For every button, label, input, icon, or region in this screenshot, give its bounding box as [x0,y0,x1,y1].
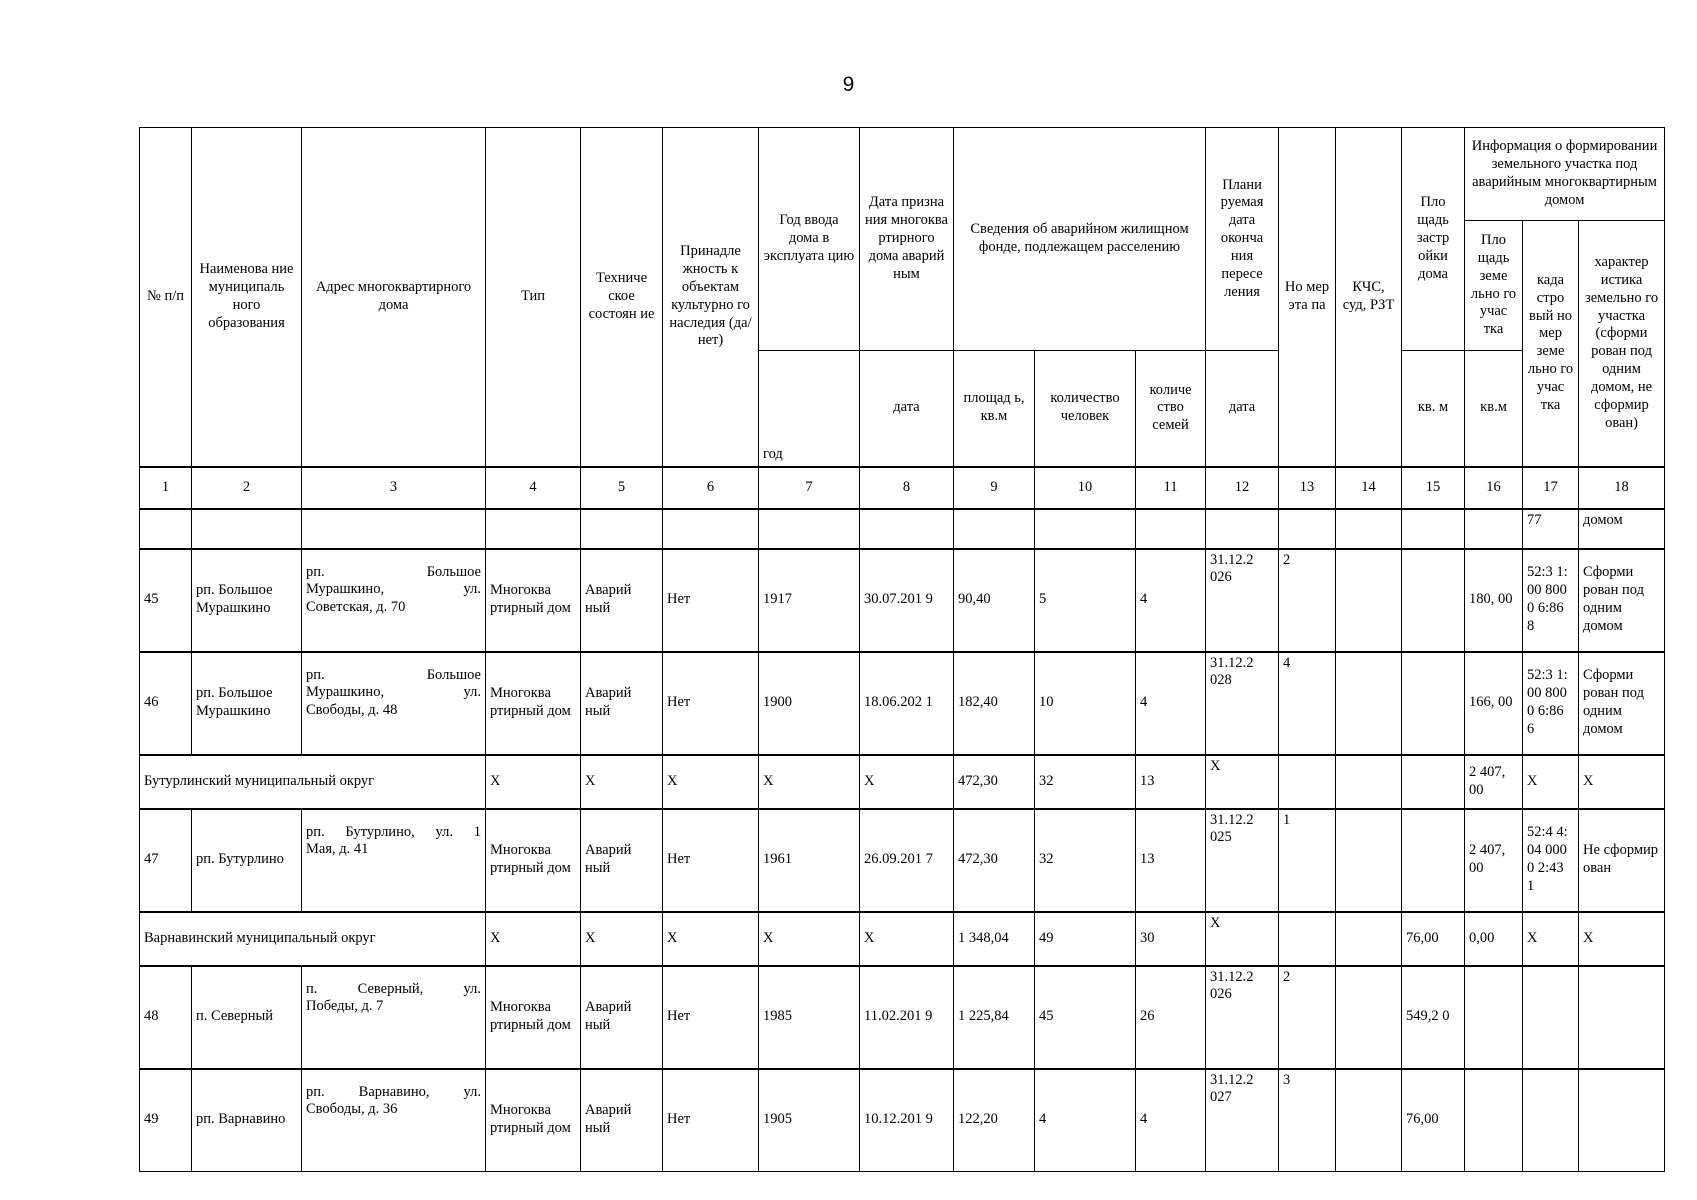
cadastral-cell [1523,1069,1579,1172]
column-number: 16 [1465,467,1523,509]
house-row [140,809,1665,912]
address-line [306,581,481,599]
address-line: Советская, д. 70 [306,599,406,616]
address-cell [302,1069,486,1172]
land-area-cell: 180, 00 [1465,549,1523,652]
header-stage: Но мер эта па [1279,128,1336,467]
address-word: ул. [463,684,481,701]
continuation-row [140,509,1665,549]
row-number-cell: 47 [140,809,192,912]
heritage-cell: Нет [663,966,759,1069]
tech-state-cell: Аварий ный [581,652,663,755]
subheader-building-area: кв. м [1402,351,1465,467]
kchs-cell [1336,912,1402,966]
planned-date-cell: X [1206,912,1279,966]
address-word: рп. [306,666,325,683]
type-cell: X [486,755,581,809]
header-kchs: КЧС, суд, РЗТ [1336,128,1402,467]
district-total-row [140,755,1665,809]
people-cell: 45 [1035,966,1136,1069]
tech-state-cell: Аварий ный [581,549,663,652]
address-word: Большое [426,563,481,580]
type-cell: X [486,912,581,966]
cadastral-cell: 52:3 1:00 8000 6:86 8 [1523,549,1579,652]
people-cell: 32 [1035,755,1136,809]
people-cell: 10 [1035,652,1136,755]
land-area-cell: 2 407, 00 [1465,809,1523,912]
address-word: ул. [463,581,481,598]
column-number: 10 [1035,467,1136,509]
stage-cell [1279,912,1336,966]
families-cell: 4 [1136,549,1206,652]
column-number: 17 [1523,467,1579,509]
year-cell: 1961 [759,809,860,912]
house-row [140,652,1665,755]
cadastral-cell: 52:3 1:00 8000 6:86 6 [1523,652,1579,755]
kchs-cell [1336,755,1402,809]
district-total-row [140,912,1665,966]
land-area-cell: 0,00 [1465,912,1523,966]
header-num: № п/п [140,128,192,467]
column-numbers-row [140,467,1665,509]
address-line: Свободы, д. 36 [306,1101,398,1118]
land-char-cell: Не сформир ован [1579,809,1665,912]
type-cell: Многоква ртирный дом [486,809,581,912]
column-number: 2 [192,467,302,509]
house-row [140,549,1665,652]
families-cell: 4 [1136,652,1206,755]
column-number: 3 [302,467,486,509]
column-number: 6 [663,467,759,509]
heritage-cell: X [663,755,759,809]
address-word: ул. [463,1083,481,1100]
subheader-land-area: кв.м [1465,351,1523,467]
address-word: 1 [473,823,481,840]
header-land-info: Информация о формировании земельного участка под аварийным многоквартирным домом [1465,128,1665,221]
address-line [306,684,481,702]
column-number: 5 [581,467,663,509]
building-area-cell: 549,2 0 [1402,966,1465,1069]
page-number: 9 [842,73,855,96]
heritage-cell: Нет [663,1069,759,1172]
header-tech-state: Техниче ское состоян ие [581,128,663,467]
land-char-cell: X [1579,755,1665,809]
cadastral-cell [1523,966,1579,1069]
subheader-year: год [759,351,860,467]
row-number-cell: 48 [140,966,192,1069]
land-area-cell: 2 407, 00 [1465,755,1523,809]
people-cell: 49 [1035,912,1136,966]
area-cell: 90,40 [954,549,1035,652]
stage-cell: 1 [1279,809,1336,912]
land-area-cell: 166, 00 [1465,652,1523,755]
municipality-cell: п. Северный [192,966,302,1069]
families-cell: 13 [1136,755,1206,809]
stage-cell: 2 [1279,549,1336,652]
land-char-cell [1579,966,1665,1069]
planned-date-cell: 31.12.2 026 [1206,549,1279,652]
emergency-date-cell: X [860,755,954,809]
heritage-cell: Нет [663,549,759,652]
land-char-cell: X [1579,912,1665,966]
address-word: Мурашкино, [306,581,385,598]
column-number: 14 [1336,467,1402,509]
stage-cell [1279,755,1336,809]
district-label-cell: Варнавинский муниципальный округ [140,912,486,966]
people-cell: 5 [1035,549,1136,652]
stage-cell: 4 [1279,652,1336,755]
subheader-people: количество человек [1035,351,1136,467]
municipality-cell: рп. Варнавино [192,1069,302,1172]
header-address: Адрес многоквартирного дома [302,128,486,467]
address-line: Свободы, д. 48 [306,702,398,719]
address-word: ул. [435,823,453,840]
kchs-cell [1336,652,1402,755]
column-number: 13 [1279,467,1336,509]
land-area-cell [1465,1069,1523,1172]
emergency-date-cell: 18.06.202 1 [860,652,954,755]
address-line [306,667,481,685]
emergency-date-cell: 30.07.201 9 [860,549,954,652]
building-area-cell [1402,652,1465,755]
address-line: Мая, д. 41 [306,841,369,858]
row-number-cell: 46 [140,652,192,755]
area-cell: 122,20 [954,1069,1035,1172]
column-number: 1 [140,467,192,509]
year-cell: 1905 [759,1069,860,1172]
families-cell: 26 [1136,966,1206,1069]
house-row [140,966,1665,1069]
year-cell: 1917 [759,549,860,652]
column-number: 9 [954,467,1035,509]
column-number: 8 [860,467,954,509]
heritage-cell: Нет [663,809,759,912]
stage-cell: 3 [1279,1069,1336,1172]
building-area-cell: 76,00 [1402,1069,1465,1172]
header-land-char: характер истика земельно го участка (сформи рован под одним домом, не сформир ован) [1579,221,1665,467]
families-cell: 30 [1136,912,1206,966]
land-char-cell: Сформи рован под одним домом [1579,549,1665,652]
heritage-cell: Нет [663,652,759,755]
kchs-cell [1336,966,1402,1069]
emergency-date-cell: X [860,912,954,966]
header-commission-year: Год ввода дома в эксплуата цию [759,128,860,351]
tech-state-cell: X [581,755,663,809]
families-cell: 4 [1136,1069,1206,1172]
header-planned-date: Плани руемая дата оконча ния пересе ления [1206,128,1279,351]
kchs-cell [1336,809,1402,912]
cadastral-cell: 77 [1523,509,1579,549]
house-row [140,1069,1665,1172]
address-word: рп. [306,1083,325,1100]
year-cell: X [759,755,860,809]
column-number: 11 [1136,467,1206,509]
header-building-area: Пло щадь застр ойки дома [1402,128,1465,351]
land-area-cell [1465,966,1523,1069]
address-line [306,1084,481,1102]
area-cell: 472,30 [954,755,1035,809]
address-line [306,564,481,582]
type-cell: Многоква ртирный дом [486,652,581,755]
district-label-cell: Бутурлинский муниципальный округ [140,755,486,809]
people-cell: 32 [1035,809,1136,912]
address-word: рп. [306,823,325,840]
municipality-cell: рп. Бутурлино [192,809,302,912]
planned-date-cell: X [1206,755,1279,809]
address-word: Северный, [357,980,424,997]
land-char-cell: домом [1579,509,1665,549]
type-cell: Многоква ртирный дом [486,549,581,652]
year-cell: 1900 [759,652,860,755]
address-word: рп. [306,563,325,580]
column-number: 7 [759,467,860,509]
kchs-cell [1336,549,1402,652]
planned-date-cell: 31.12.2 028 [1206,652,1279,755]
emergency-date-cell: 10.12.201 9 [860,1069,954,1172]
area-cell: 1 348,04 [954,912,1035,966]
address-line [306,824,481,842]
address-word: Большое [426,666,481,683]
tech-state-cell: Аварий ный [581,966,663,1069]
emergency-housing-table [139,127,1665,1172]
building-area-cell: 76,00 [1402,912,1465,966]
year-cell: 1985 [759,966,860,1069]
address-word: Бутурлино, [345,823,415,840]
cadastral-cell: X [1523,755,1579,809]
subheader-families: количе ство семей [1136,351,1206,467]
header-emergency-date: Дата призна ния многоква ртирного дома аварий ным [860,128,954,351]
planned-date-cell: 31.12.2 025 [1206,809,1279,912]
address-line [306,981,481,999]
land-char-cell: Сформи рован под одним домом [1579,652,1665,755]
header-type: Тип [486,128,581,467]
address-word: Варнавино, [358,1083,430,1100]
type-cell: Многоква ртирный дом [486,1069,581,1172]
year-cell: X [759,912,860,966]
address-word: Мурашкино, [306,684,385,701]
area-cell: 182,40 [954,652,1035,755]
building-area-cell [1402,809,1465,912]
emergency-date-cell: 26.09.201 7 [860,809,954,912]
tech-state-cell: Аварий ный [581,1069,663,1172]
area-cell: 472,30 [954,809,1035,912]
address-cell [302,549,486,652]
tech-state-cell: X [581,912,663,966]
address-word: ул. [463,980,481,997]
municipality-cell: рп. Большое Мурашкино [192,549,302,652]
address-line: Победы, д. 7 [306,998,384,1015]
header-land-area: Пло щадь земе льно го учас тка [1465,221,1523,351]
column-number: 12 [1206,467,1279,509]
planned-date-cell: 31.12.2 026 [1206,966,1279,1069]
address-cell [302,966,486,1069]
address-cell [302,809,486,912]
kchs-cell [1336,1069,1402,1172]
header-housing-info: Сведения об аварийном жилищном фонде, подлежащем расселению [954,128,1206,351]
planned-date-cell: 31.12.2 027 [1206,1069,1279,1172]
families-cell: 13 [1136,809,1206,912]
header-municipality: Наименова ние муниципаль ного образования [192,128,302,467]
area-cell: 1 225,84 [954,966,1035,1069]
column-number: 4 [486,467,581,509]
stage-cell: 2 [1279,966,1336,1069]
cadastral-cell: X [1523,912,1579,966]
column-number: 15 [1402,467,1465,509]
subheader-date: дата [860,351,954,467]
land-char-cell [1579,1069,1665,1172]
heritage-cell: X [663,912,759,966]
address-cell [302,652,486,755]
column-number: 18 [1579,467,1665,509]
row-number-cell: 49 [140,1069,192,1172]
cadastral-cell: 52:4 4:04 0000 2:43 1 [1523,809,1579,912]
building-area-cell [1402,549,1465,652]
building-area-cell [1402,755,1465,809]
municipality-cell: рп. Большое Мурашкино [192,652,302,755]
emergency-date-cell: 11.02.201 9 [860,966,954,1069]
header-heritage: Принадле жность к объектам культурно го наследия (да/нет) [663,128,759,467]
people-cell: 4 [1035,1069,1136,1172]
subheader-area: площад ь, кв.м [954,351,1035,467]
subheader-plan-date: дата [1206,351,1279,467]
address-word: п. [306,980,318,997]
row-number-cell: 45 [140,549,192,652]
header-cadastral: када стро вый но мер земе льно го учас тка [1523,221,1579,467]
type-cell: Многоква ртирный дом [486,966,581,1069]
tech-state-cell: Аварий ный [581,809,663,912]
